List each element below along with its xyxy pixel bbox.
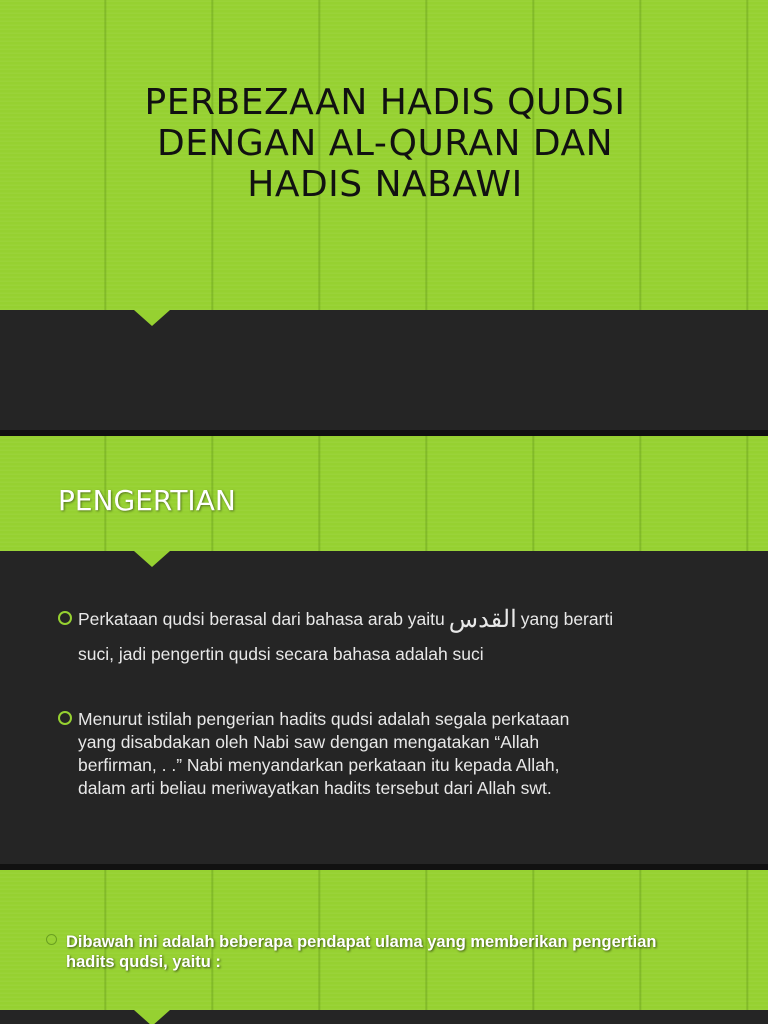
slide-1	[0, 0, 768, 430]
slide-3-line-2: hadits qudsi, yaitu :	[66, 953, 221, 971]
arabic-word: القدس	[448, 606, 517, 633]
bullet-circle-icon	[46, 934, 57, 945]
slide-1-title	[60, 82, 710, 205]
slide-3-line-1: Dibawah ini adalah beberapa pendapat ulama yang memberikan pengertian	[66, 933, 657, 951]
slide-1-notch	[134, 310, 170, 326]
bullet-2-line-4: dalam arti beliau meriwayatkan hadits tersebut dari Allah swt.	[78, 778, 552, 798]
slide-1-content-band	[0, 310, 768, 430]
slide-2-notch	[134, 551, 170, 567]
bullet-line-2: suci, jadi pengertin qudsi secara bahasa adalah suci	[78, 644, 484, 664]
title-line-2: DENGAN AL-QURAN DAN	[156, 123, 614, 164]
bullet-2-line-3: berfirman, . .” Nabi menyandarkan perkataan itu kepada Allah,	[78, 755, 560, 775]
bullet-definition-term	[58, 708, 738, 804]
title-line-3: HADIS NABAWI	[247, 164, 523, 205]
bullet-circle-icon	[58, 711, 72, 725]
title-line-1: PERBEZAAN HADIS QUDSI	[144, 82, 626, 123]
bullet-1-text-after: yang berarti	[520, 609, 614, 629]
slide-3-notch	[134, 1010, 170, 1024]
bullet-1-text-before: Perkataan qudsi berasal dari bahasa arab yaitu	[78, 609, 445, 629]
slide-3-content-band	[0, 1010, 768, 1024]
bullet-2-line-1: Menurut istilah pengerian hadits qudsi adalah segala perkataan	[78, 709, 570, 729]
slide-3-bullet	[46, 932, 746, 976]
bullet-definition-language	[58, 608, 738, 664]
bullet-line-1	[78, 608, 613, 631]
bullet-2-line-2: yang disabdakan oleh Nabi saw dengan mengatakan “Allah	[78, 732, 540, 752]
slide-2-heading: PENGERTIAN	[58, 484, 236, 517]
bullet-circle-icon	[58, 611, 72, 625]
